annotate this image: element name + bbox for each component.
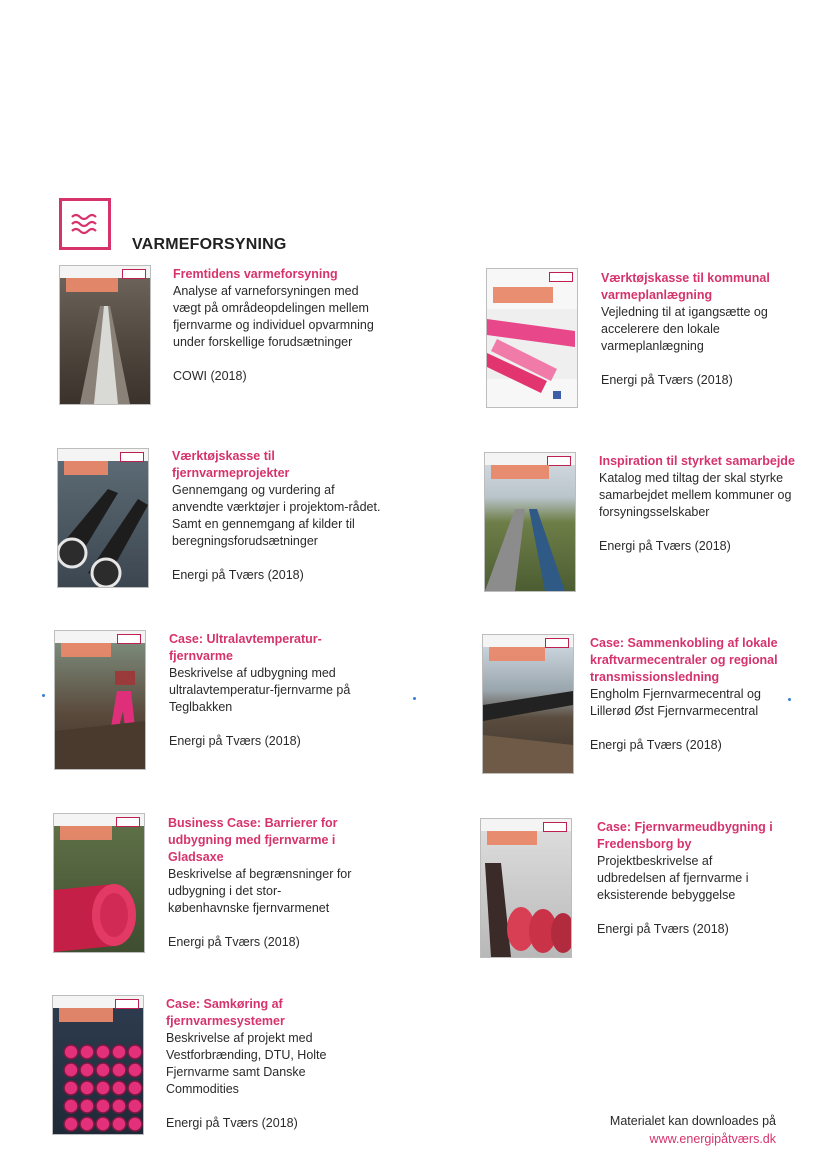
cover-photo-pipes [58,449,148,587]
item-title[interactable]: Inspiration til styrket samarbejde [599,454,795,468]
item-sammenkobling [590,635,790,754]
item-title[interactable]: Case: Ultralavtemperatur-fjernvarme [169,632,322,663]
scan-dot [788,698,791,701]
cover-sammenkobling[interactable] [482,634,574,774]
item-title[interactable]: Case: Sammenkobling af lokale kraftvarmecentraler og regional transmissionsledning [590,636,778,684]
item-title[interactable]: Værktøjskasse til fjernvarmeprojekter [172,449,290,480]
cover-gladsaxe[interactable] [53,813,145,953]
cover-ultralavtemperatur[interactable] [54,630,146,770]
item-description: Beskrivelse af begrænsninger for udbygning i det stor-københavnske fjernvarmenet [168,867,352,915]
cover-photo-excavation [483,635,573,773]
item-description: Vejledning til at igangsætte og accelerere den lokale varmeplanlægning [601,305,768,353]
item-source: COWI (2018) [173,369,247,383]
cover-photo-pipe-stack [481,819,571,957]
item-source: Energi på Tværs (2018) [601,373,733,387]
cover-photo-worker [55,631,145,769]
item-description: Engholm Fjernvarmecentral og Lillerød Øst Fjernvarmecentral [590,687,761,718]
item-source: Energi på Tværs (2018) [599,539,731,553]
item-description: Katalog med tiltag der skal styrke samarbejdet mellem kommuner og forsyningsselskaber [599,471,792,519]
item-title[interactable]: Fremtidens varmeforsyning [173,267,338,281]
item-description: Projektbeskrivelse af udbredelsen af fjernvarme i eksisterende bebyggelse [597,854,749,902]
item-description: Analyse af varneforsyningen med vægt på områdeopdelingen mellem fjernvarme og individuel opvarmning under forskellige forudsætninger [173,284,374,349]
item-samkoring [166,996,376,1132]
item-gladsaxe [168,815,378,951]
cover-photo-red-pipe [54,814,144,952]
item-source: Energi på Tværs (2018) [168,935,300,949]
scan-dot [413,697,416,700]
heat-waves-icon [70,211,100,237]
download-footer [610,1112,776,1148]
cover-inspiration-samarbejde[interactable] [484,452,576,592]
cover-photo-pipe-bundle [53,996,143,1134]
item-title[interactable]: Case: Fjernvarmeudbygning i Fredensborg by [597,820,773,851]
item-title[interactable]: Case: Samkøring af fjernvarmesystemer [166,997,285,1028]
item-vaerktojskasse-fjernvarme [172,448,387,584]
item-description: Gennemgang og vurdering af anvendte værktøjer i projektom-rådet. Samt en gennemgang af kilder til beregningsforudsætninger [172,483,381,548]
item-ultralavtemperatur [169,631,384,750]
section-title: VARMEFORSYNING [132,236,287,253]
cover-photo-pipe-trench [60,266,150,404]
item-title[interactable]: Værktøjskasse til kommunal varmeplanlægning [601,271,770,302]
item-source: Energi på Tværs (2018) [166,1116,298,1130]
item-source: Energi på Tværs (2018) [597,922,729,936]
download-link[interactable]: www.energipåtværs.dk [649,1132,776,1146]
cover-fredensborg[interactable] [480,818,572,958]
item-vaerktojskasse-kommunal [601,270,791,389]
cover-fremtidens-varmeforsyning[interactable] [59,265,151,405]
scan-dot [42,694,45,697]
section-heat-icon [59,198,111,250]
download-text: Materialet kan downloades på [609,1114,776,1128]
cover-photo-road-pipe [485,453,575,591]
cover-samkoring[interactable] [52,995,144,1135]
item-fremtidens-varmeforsyning [173,266,388,385]
item-source: Energi på Tværs (2018) [169,734,301,748]
item-inspiration-samarbejde [599,453,799,555]
cover-photo-pink-pipes [487,269,577,407]
item-description: Beskrivelse af udbygning med ultralavtemperatur-fjernvarme på Teglbakken [169,666,351,714]
item-description: Beskrivelse af projekt med Vestforbrænding, DTU, Holte Fjernvarme samt Danske Commodities [166,1031,327,1096]
item-source: Energi på Tværs (2018) [590,738,722,752]
item-fredensborg [597,819,797,938]
cover-vaerktojskasse-fjernvarme[interactable] [57,448,149,588]
item-title[interactable]: Business Case: Barrierer for udbygning med fjernvarme i Gladsaxe [168,816,338,864]
item-source: Energi på Tværs (2018) [172,568,304,582]
cover-vaerktojskasse-kommunal[interactable] [486,268,578,408]
